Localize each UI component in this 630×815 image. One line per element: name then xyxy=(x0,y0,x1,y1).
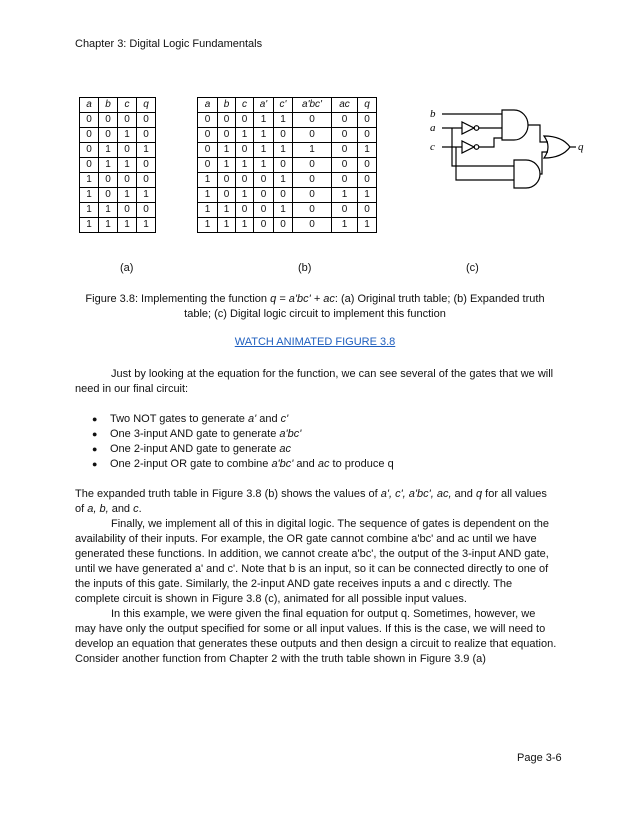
table-cell: 0 xyxy=(358,173,377,188)
list-item: ● One 3-input AND gate to generate a'bc' xyxy=(92,427,394,442)
list-item: ● One 2-input AND gate to generate ac xyxy=(92,442,394,457)
table-row xyxy=(198,188,377,203)
page-number: Page 3-6 xyxy=(517,752,562,764)
table-cell: 0 xyxy=(218,128,236,143)
table-cell: 1 xyxy=(254,113,274,128)
list-item: ● Two NOT gates to generate a' and c' xyxy=(92,412,394,427)
table-cell: 0 xyxy=(137,173,156,188)
truth-table-b xyxy=(197,97,377,233)
table-cell: 1 xyxy=(198,188,218,203)
or-gate xyxy=(544,136,570,158)
table-cell: 1 xyxy=(358,218,377,233)
table-cell: 0 xyxy=(332,158,358,173)
table-cell: 1 xyxy=(218,143,236,158)
table-row xyxy=(80,158,156,173)
list-item: ● One 2-input OR gate to combine a'bc' and ac to produce q xyxy=(92,457,394,472)
input-label-c: c xyxy=(430,141,435,153)
table-cell: 1 xyxy=(254,128,274,143)
table-b-header-row xyxy=(198,98,377,113)
table-cell: 0 xyxy=(118,203,137,218)
table-cell: 0 xyxy=(198,143,218,158)
table-cell: 0 xyxy=(293,158,332,173)
paragraph-expanded-table: The expanded truth table in Figure 3.8 (b) shows the values of a', c', a'bc', ac, and q for all values of a, b, and c. xyxy=(75,488,547,515)
table-cell: 0 xyxy=(198,128,218,143)
table-cell: 1 xyxy=(358,143,377,158)
col-header: a' xyxy=(254,98,274,113)
table-cell: 1 xyxy=(236,128,254,143)
table-cell: 1 xyxy=(293,143,332,158)
table-cell: 1 xyxy=(198,173,218,188)
input-label-a: a xyxy=(430,122,436,134)
table-cell: 1 xyxy=(99,143,118,158)
figure-caption xyxy=(74,292,556,322)
table-cell: 1 xyxy=(274,143,293,158)
table-cell: 0 xyxy=(254,203,274,218)
col-header: c' xyxy=(274,98,293,113)
col-header: a xyxy=(80,98,99,113)
table-cell: 1 xyxy=(254,143,274,158)
table-a-header-row xyxy=(80,98,156,113)
table-cell: 1 xyxy=(137,188,156,203)
table-cell: 1 xyxy=(332,218,358,233)
table-row xyxy=(198,218,377,233)
table-cell: 0 xyxy=(236,143,254,158)
intro-paragraph: Just by looking at the equation for the function, we can see several of the gates that we will need in our final circuit: xyxy=(75,368,554,395)
table-cell: 0 xyxy=(293,203,332,218)
and-gate-3-input xyxy=(502,110,528,140)
output-label-q: q xyxy=(578,141,584,153)
table-cell: 1 xyxy=(218,158,236,173)
watch-animated-figure-link[interactable]: WATCH ANIMATED FIGURE 3.8 xyxy=(234,336,396,348)
table-row xyxy=(80,188,156,203)
figure-caption-equation: q = a'bc' + ac xyxy=(270,293,335,305)
table-cell: 0 xyxy=(293,113,332,128)
wire-c-not xyxy=(479,138,502,147)
table-row xyxy=(198,203,377,218)
paragraph-example: In this example, we were given the final equation for output q. Sometimes, however, we may have only the output specified for some or all input values. If this is the case, we will need to develop an equation that generates these outputs and then design a circuit to realize that equation. Consider another function from Chapter 2 with the truth table shown in Figure 3.9 (a) xyxy=(75,608,557,665)
table-cell: 0 xyxy=(236,203,254,218)
table-cell: 0 xyxy=(274,128,293,143)
page-header: Chapter 3: Digital Logic Fundamentals xyxy=(75,38,263,50)
table-cell: 0 xyxy=(293,128,332,143)
table-cell: 1 xyxy=(80,173,99,188)
figure-caption-rest: : (a) Original truth table; (b) Expanded truth table; (c) Digital logic circuit to implement this function xyxy=(184,293,545,320)
col-header: a xyxy=(198,98,218,113)
table-row xyxy=(80,128,156,143)
table-cell: 0 xyxy=(274,218,293,233)
table-cell: 1 xyxy=(99,218,118,233)
table-cell: 0 xyxy=(274,188,293,203)
table-cell: 0 xyxy=(137,113,156,128)
table-cell: 1 xyxy=(254,158,274,173)
table-cell: 1 xyxy=(137,218,156,233)
table-cell: 0 xyxy=(80,143,99,158)
col-header: c xyxy=(236,98,254,113)
table-cell: 0 xyxy=(358,203,377,218)
table-row xyxy=(198,113,377,128)
table-cell: 0 xyxy=(218,188,236,203)
and-gate-2-input xyxy=(514,160,540,188)
table-cell: 0 xyxy=(118,143,137,158)
col-header: a'bc' xyxy=(293,98,332,113)
table-cell: 0 xyxy=(99,188,118,203)
table-row xyxy=(80,218,156,233)
table-row xyxy=(198,143,377,158)
wire-and3-to-or xyxy=(528,125,548,142)
table-cell: 1 xyxy=(118,188,137,203)
table-cell: 0 xyxy=(118,113,137,128)
table-row xyxy=(198,158,377,173)
table-cell: 0 xyxy=(254,188,274,203)
table-row xyxy=(80,143,156,158)
table-cell: 0 xyxy=(236,173,254,188)
table-cell: 0 xyxy=(332,143,358,158)
table-cell: 1 xyxy=(274,113,293,128)
table-cell: 0 xyxy=(137,128,156,143)
table-cell: 1 xyxy=(236,188,254,203)
table-cell: 0 xyxy=(99,173,118,188)
table-cell: 0 xyxy=(218,113,236,128)
table-cell: 0 xyxy=(80,128,99,143)
table-cell: 1 xyxy=(99,158,118,173)
table-row xyxy=(80,173,156,188)
table-cell: 1 xyxy=(274,173,293,188)
table-cell: 0 xyxy=(218,173,236,188)
paragraph-implementation: Finally, we implement all of this in digital logic. The sequence of gates is dependent on the availability of their inputs. For example, the OR gate cannot combine a'bc' and ac until we have generated these functions. In addition, we cannot create a'bc', the output of the 3-input AND gate, until we have generated a' and c'. Note that b is an input, so it can be connected directly to one of the inputs of this gate. Similarly, the 2-input AND gate receives inputs a and c directly. The complete circuit is shown in Figure 3.8 (c), animated for all possible input values. xyxy=(75,518,550,605)
table-cell: 1 xyxy=(118,218,137,233)
input-label-b: b xyxy=(430,108,436,120)
table-cell: 0 xyxy=(198,113,218,128)
logic-circuit-diagram xyxy=(428,104,588,194)
col-header: q xyxy=(137,98,156,113)
table-cell: 0 xyxy=(254,173,274,188)
table-cell: 1 xyxy=(198,218,218,233)
table-row xyxy=(80,203,156,218)
table-row xyxy=(198,128,377,143)
table-cell: 0 xyxy=(80,158,99,173)
table-cell: 0 xyxy=(293,218,332,233)
table-cell: 1 xyxy=(332,188,358,203)
table-cell: 1 xyxy=(118,158,137,173)
table-cell: 0 xyxy=(198,158,218,173)
table-cell: 0 xyxy=(332,173,358,188)
table-cell: 1 xyxy=(218,203,236,218)
table-cell: 0 xyxy=(137,158,156,173)
table-cell: 0 xyxy=(358,113,377,128)
table-cell: 0 xyxy=(99,128,118,143)
table-cell: 1 xyxy=(198,203,218,218)
table-cell: 0 xyxy=(332,113,358,128)
col-header: ac xyxy=(332,98,358,113)
caption-a: (a) xyxy=(120,262,134,274)
wire-and2-to-or xyxy=(540,152,548,174)
table-cell: 0 xyxy=(293,188,332,203)
figure-caption-lead: Figure 3.8: Implementing the function xyxy=(85,293,271,305)
gates-list xyxy=(92,412,394,472)
table-cell: 1 xyxy=(218,218,236,233)
table-cell: 1 xyxy=(358,188,377,203)
table-cell: 0 xyxy=(236,113,254,128)
table-cell: 0 xyxy=(99,113,118,128)
table-row xyxy=(80,113,156,128)
table-cell: 1 xyxy=(80,188,99,203)
table-cell: 0 xyxy=(293,173,332,188)
table-cell: 1 xyxy=(80,218,99,233)
table-cell: 0 xyxy=(332,128,358,143)
table-cell: 1 xyxy=(236,218,254,233)
caption-b: (b) xyxy=(298,262,312,274)
table-cell: 0 xyxy=(358,158,377,173)
table-cell: 0 xyxy=(80,113,99,128)
not-gate-a xyxy=(462,122,474,134)
truth-table-a xyxy=(79,97,156,233)
table-row xyxy=(198,173,377,188)
table-cell: 0 xyxy=(118,173,137,188)
table-cell: 1 xyxy=(274,203,293,218)
table-cell: 0 xyxy=(358,128,377,143)
col-header: b xyxy=(218,98,236,113)
table-cell: 0 xyxy=(332,203,358,218)
table-cell: 1 xyxy=(99,203,118,218)
table-cell: 1 xyxy=(80,203,99,218)
table-cell: 0 xyxy=(137,203,156,218)
col-header: c xyxy=(118,98,137,113)
table-cell: 0 xyxy=(254,218,274,233)
not-gate-c xyxy=(462,141,474,153)
table-cell: 1 xyxy=(118,128,137,143)
table-cell: 1 xyxy=(137,143,156,158)
col-header: b xyxy=(99,98,118,113)
table-cell: 0 xyxy=(274,158,293,173)
caption-c: (c) xyxy=(466,262,479,274)
col-header: q xyxy=(358,98,377,113)
table-cell: 1 xyxy=(236,158,254,173)
